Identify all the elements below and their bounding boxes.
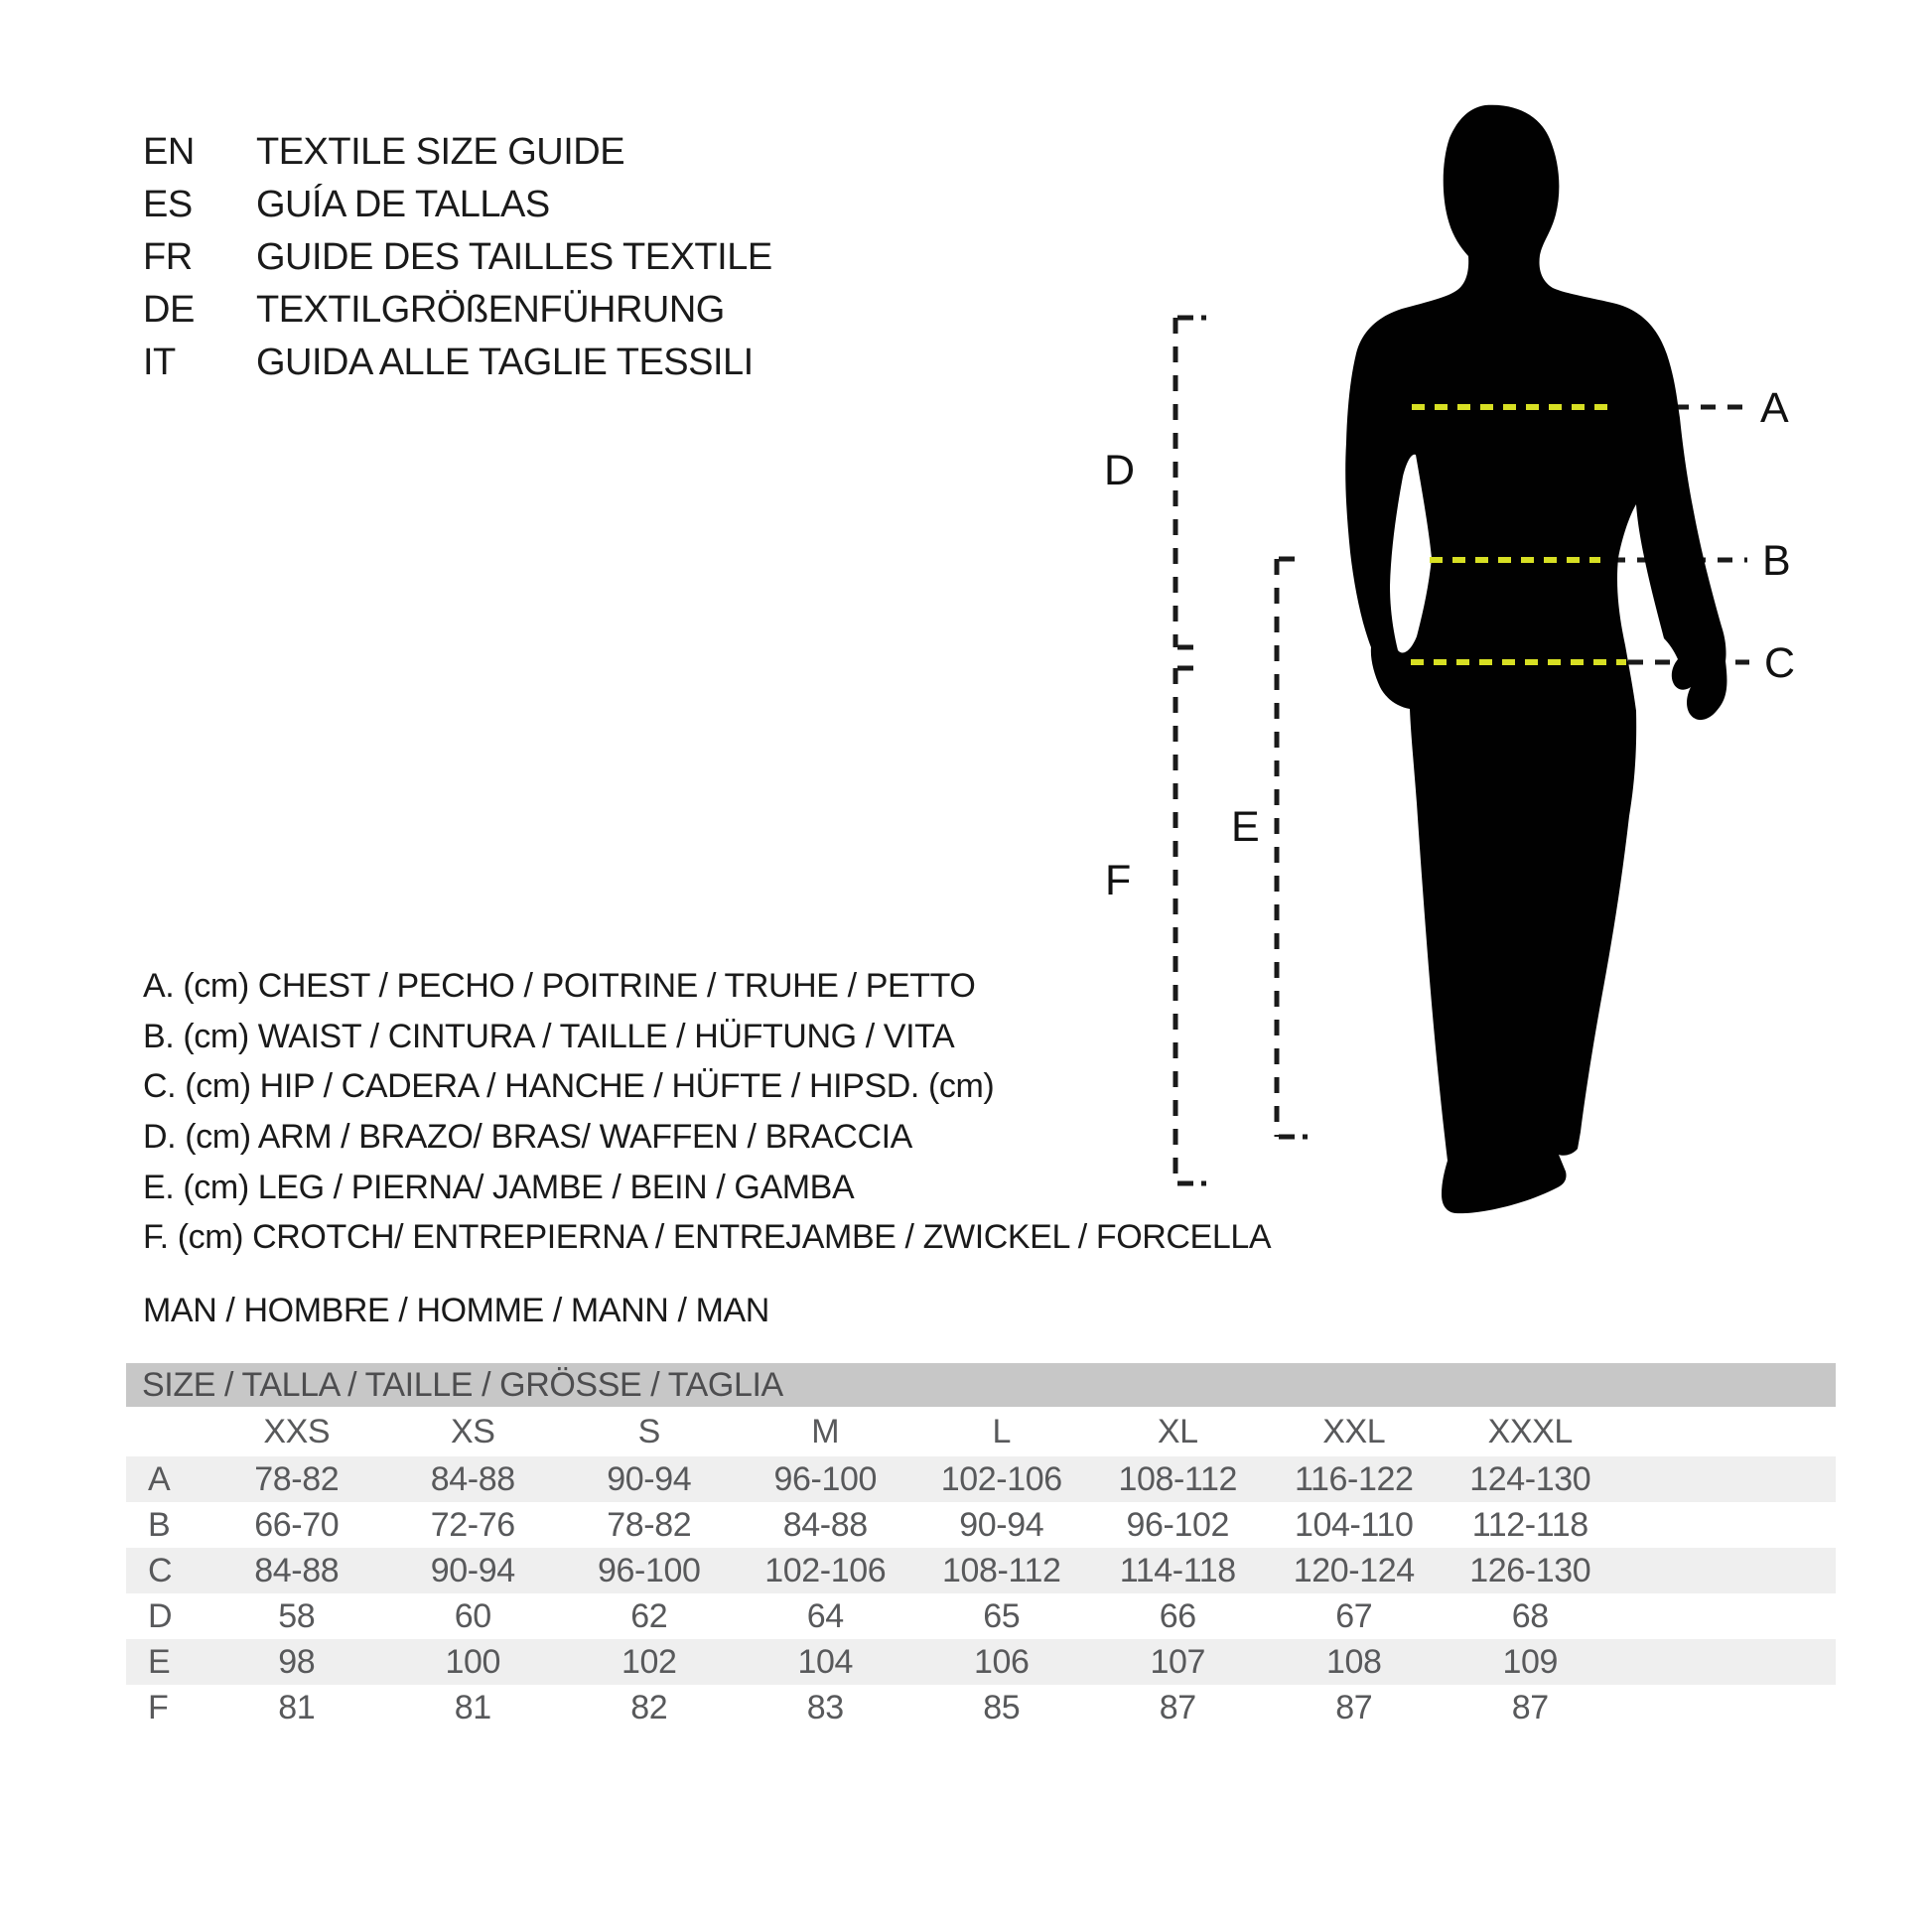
language-title: TEXTILE SIZE GUIDE [256, 131, 625, 173]
man-silhouette [1345, 105, 1726, 1213]
table-cell: 81 [278, 1688, 316, 1726]
language-code: DE [143, 289, 195, 331]
column-header: L [992, 1412, 1011, 1450]
table-cell: 81 [454, 1688, 491, 1726]
table-cell: 102-106 [764, 1551, 887, 1589]
measurement-legend-line: A. (cm) CHEST / PECHO / POITRINE / TRUHE / PETTO [143, 966, 976, 1005]
row-label: B [148, 1505, 171, 1544]
measurement-legend-line: C. (cm) HIP / CADERA / HANCHE / HÜFTE / HIPSD. (cm) [143, 1067, 995, 1106]
language-code: FR [143, 236, 193, 278]
marker-label-hip: C [1764, 639, 1795, 687]
table-cell: 87 [1511, 1688, 1549, 1726]
table-cell: 64 [806, 1596, 844, 1635]
table-cell: 96-100 [598, 1551, 701, 1589]
table-cell: 72-76 [430, 1505, 515, 1544]
language-code: ES [143, 184, 193, 225]
language-title: GUIDE DES TAILLES TEXTILE [256, 236, 772, 278]
language-row [143, 337, 772, 389]
table-cell: 102 [621, 1642, 677, 1681]
table-cell: 107 [1150, 1642, 1206, 1681]
language-code: IT [143, 342, 176, 383]
column-header: XS [450, 1412, 495, 1450]
size-table-header-label: SIZE / TALLA / TAILLE / GRÖSSE / TAGLIA [142, 1365, 783, 1404]
table-cell: 84-88 [782, 1505, 868, 1544]
table-row [126, 1685, 1836, 1730]
table-cell: 84-88 [254, 1551, 340, 1589]
table-cell: 104-110 [1295, 1505, 1414, 1544]
language-title-block [143, 126, 772, 389]
row-label: A [148, 1459, 171, 1498]
marker-label-leg: E [1231, 803, 1260, 851]
table-cell: 90-94 [607, 1459, 692, 1498]
table-cell: 100 [445, 1642, 501, 1681]
table-cell: 62 [630, 1596, 668, 1635]
size-columns-row [126, 1407, 1836, 1456]
marker-label-waist: B [1762, 537, 1791, 585]
table-cell: 66-70 [254, 1505, 340, 1544]
table-row [126, 1548, 1836, 1593]
table-row [126, 1502, 1836, 1548]
table-cell: 108-112 [942, 1551, 1061, 1589]
language-row [143, 284, 772, 337]
table-cell: 98 [278, 1642, 316, 1681]
gender-line: MAN / HOMBRE / HOMME / MANN / MAN [143, 1291, 769, 1329]
table-cell: 60 [454, 1596, 491, 1635]
table-cell: 109 [1502, 1642, 1559, 1681]
table-cell: 68 [1511, 1596, 1549, 1635]
measurement-legend-line: E. (cm) LEG / PIERNA/ JAMBE / BEIN / GAMBA [143, 1168, 855, 1206]
table-cell: 106 [973, 1642, 1030, 1681]
table-row [126, 1639, 1836, 1685]
row-label: F [148, 1688, 169, 1726]
column-header: S [637, 1412, 660, 1450]
table-cell: 85 [983, 1688, 1021, 1726]
measurement-legend-line: F. (cm) CROTCH/ ENTREPIERNA / ENTREJAMBE / ZWICKEL / FORCELLA [143, 1218, 1272, 1257]
table-cell: 104 [797, 1642, 854, 1681]
table-row [126, 1593, 1836, 1639]
column-header: XL [1157, 1412, 1198, 1450]
table-cell: 84-88 [430, 1459, 515, 1498]
table-cell: 66 [1159, 1596, 1196, 1635]
table-cell: 90-94 [959, 1505, 1044, 1544]
table-cell: 67 [1335, 1596, 1373, 1635]
table-cell: 112-118 [1471, 1505, 1588, 1544]
measurement-legend-line: D. (cm) ARM / BRAZO/ BRAS/ WAFFEN / BRACCIA [143, 1117, 912, 1156]
marker-label-arm: D [1104, 447, 1135, 494]
size-table [126, 1363, 1836, 1730]
language-title: TEXTILGRÖßENFÜHRUNG [256, 289, 725, 331]
row-label: D [148, 1596, 173, 1635]
table-cell: 108-112 [1118, 1459, 1237, 1498]
table-cell: 108 [1325, 1642, 1382, 1681]
size-table-grid [126, 1407, 1836, 1730]
measurement-legend [143, 961, 1271, 1263]
language-row [143, 126, 772, 179]
language-title: GUÍA DE TALLAS [256, 184, 550, 225]
column-header: M [811, 1412, 840, 1450]
table-cell: 78-82 [607, 1505, 692, 1544]
table-cell: 78-82 [254, 1459, 340, 1498]
language-row [143, 179, 772, 231]
language-row [143, 231, 772, 284]
column-header: XXS [263, 1412, 331, 1450]
table-cell: 96-100 [773, 1459, 877, 1498]
table-cell: 90-94 [430, 1551, 515, 1589]
table-row [126, 1456, 1836, 1502]
table-cell: 102-106 [940, 1459, 1062, 1498]
row-label: E [148, 1642, 171, 1681]
row-label: C [148, 1551, 173, 1589]
table-cell: 96-102 [1126, 1505, 1229, 1544]
table-cell: 120-124 [1293, 1551, 1415, 1589]
measurement-legend-line: B. (cm) WAIST / CINTURA / TAILLE / HÜFTUNG / VITA [143, 1017, 955, 1055]
language-code: EN [143, 131, 195, 173]
column-header: XXXL [1487, 1412, 1573, 1450]
table-cell: 87 [1159, 1688, 1196, 1726]
table-cell: 114-118 [1119, 1551, 1236, 1589]
table-cell: 83 [806, 1688, 844, 1726]
marker-label-crotch: F [1105, 857, 1131, 904]
table-cell: 87 [1335, 1688, 1373, 1726]
table-cell: 126-130 [1469, 1551, 1591, 1589]
language-title: GUIDA ALLE TAGLIE TESSILI [256, 342, 754, 383]
table-cell: 58 [278, 1596, 316, 1635]
marker-label-chest: A [1760, 384, 1789, 432]
table-cell: 116-122 [1295, 1459, 1414, 1498]
table-cell: 65 [983, 1596, 1021, 1635]
column-header: XXL [1322, 1412, 1386, 1450]
table-cell: 124-130 [1469, 1459, 1591, 1498]
table-cell: 82 [630, 1688, 668, 1726]
size-table-header-band [126, 1363, 1836, 1407]
